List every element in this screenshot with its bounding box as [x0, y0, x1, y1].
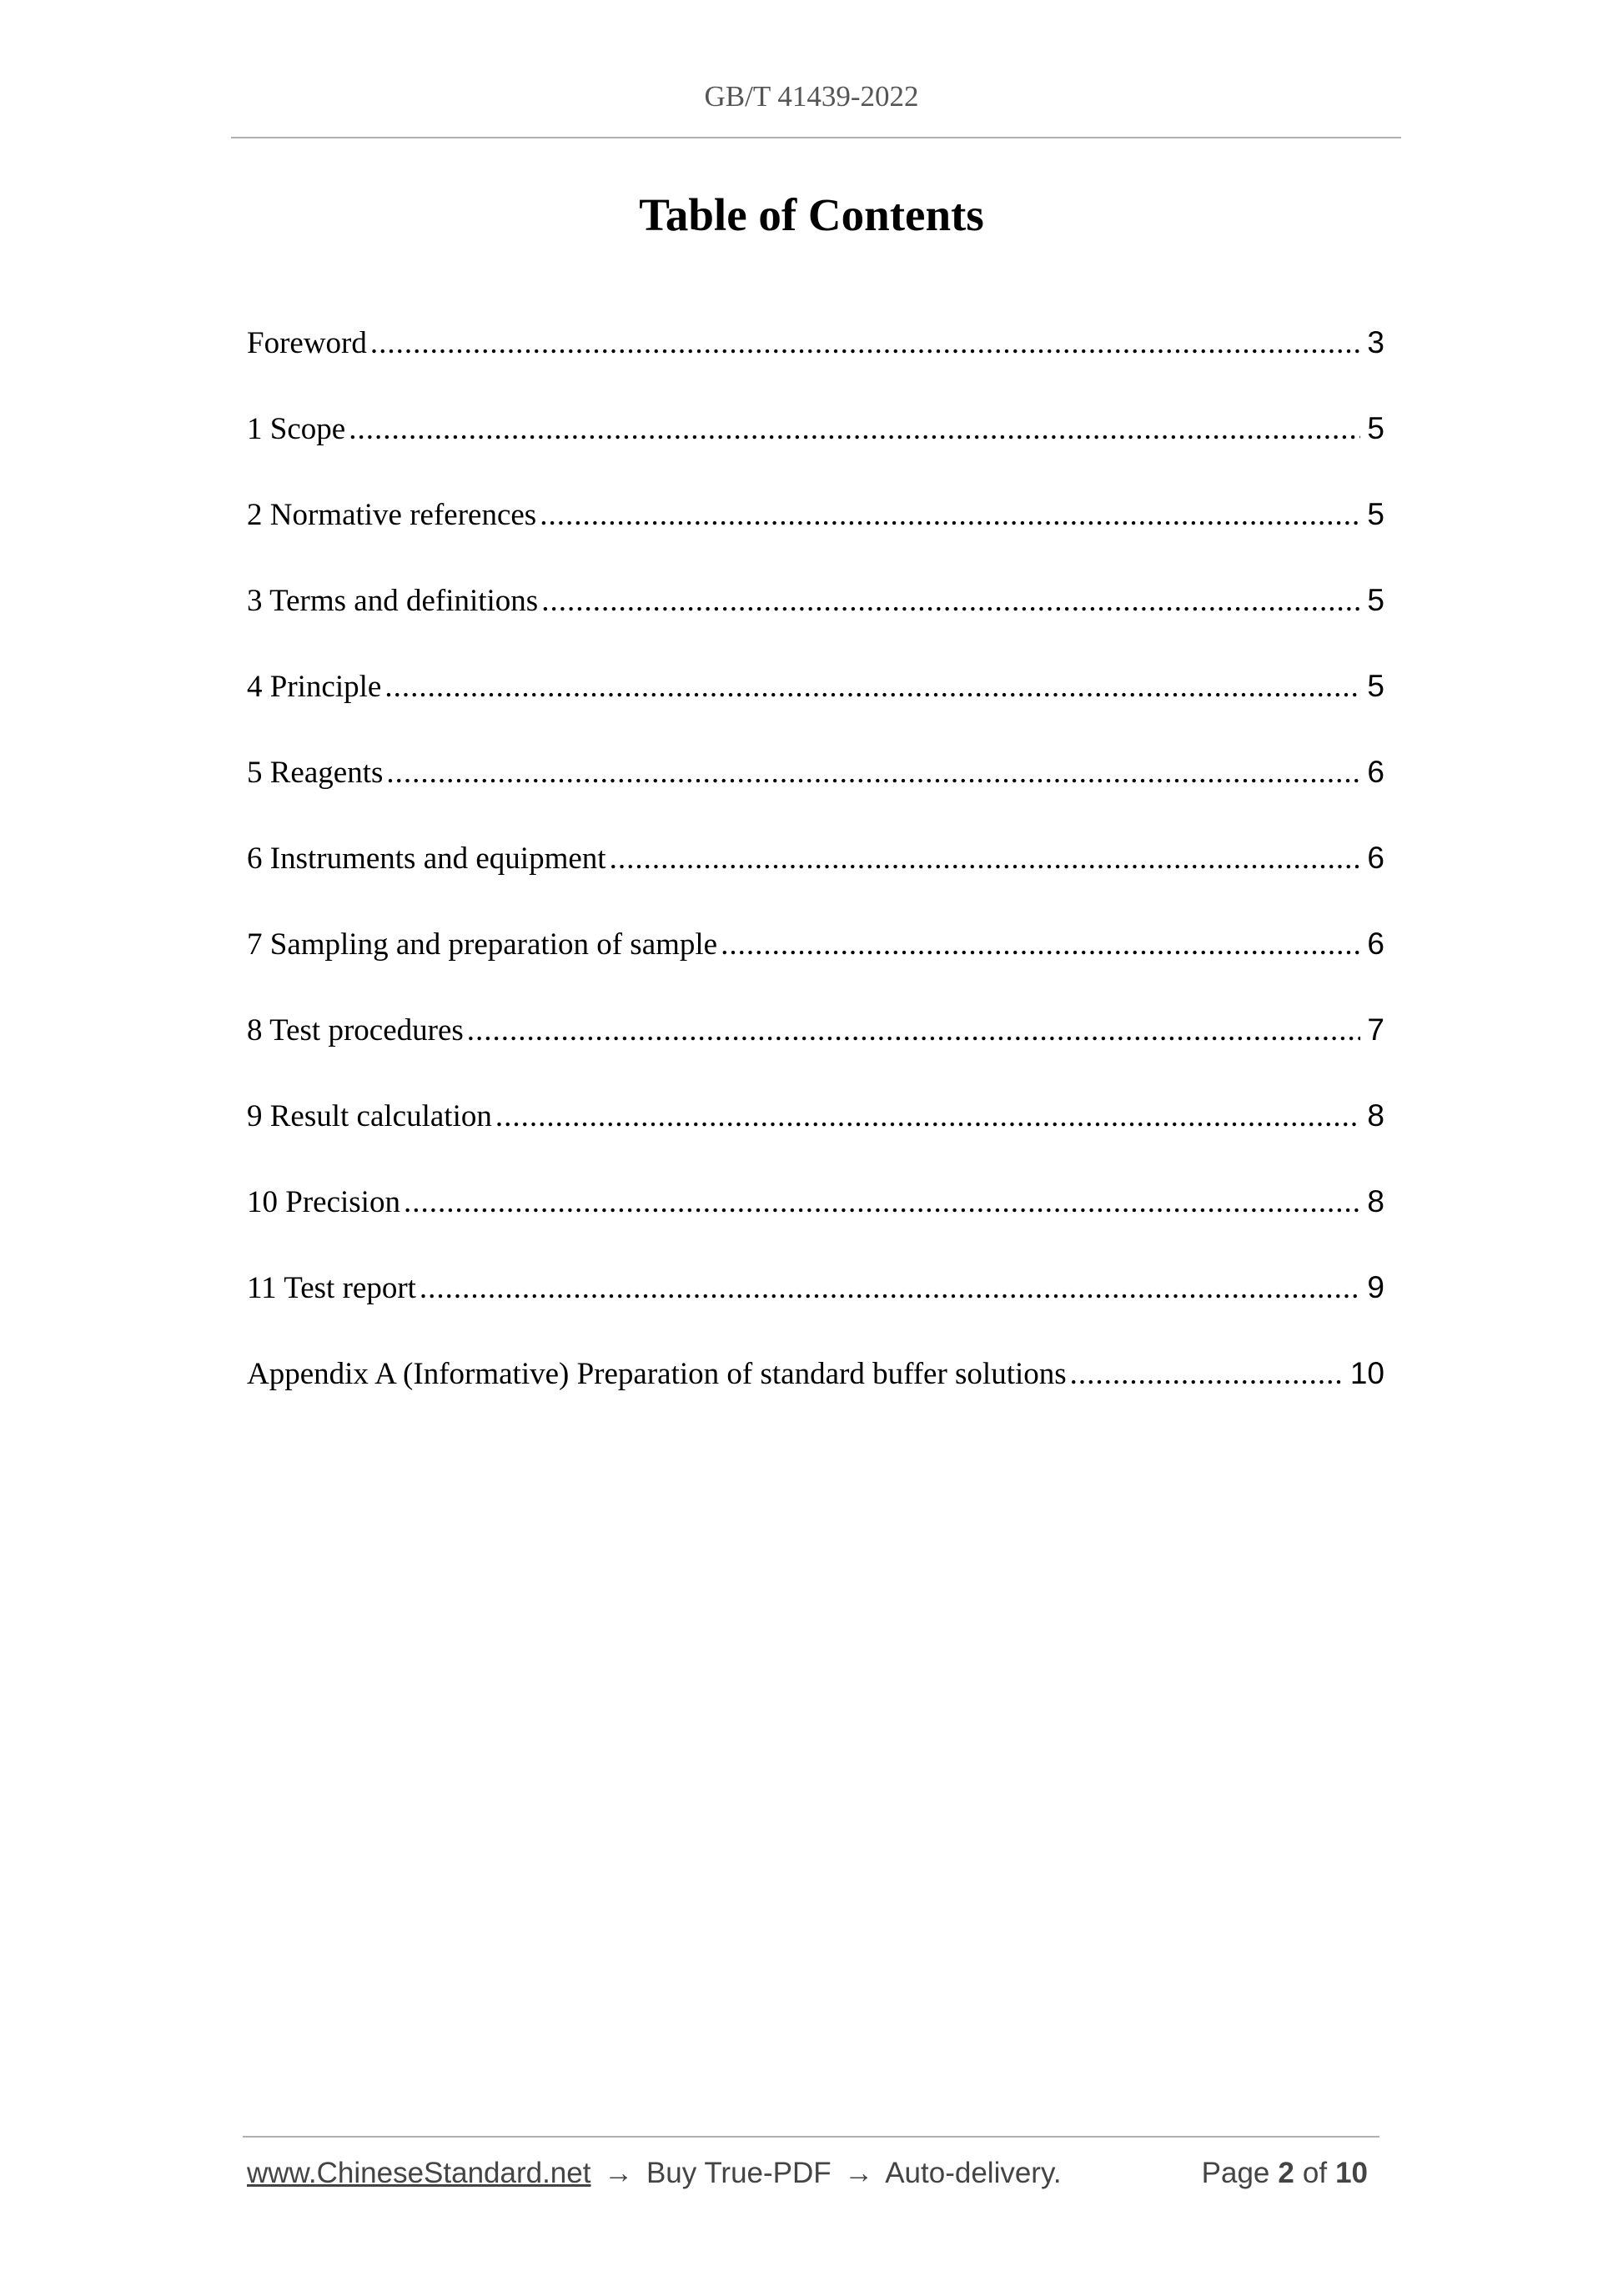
toc-entry-sampling-and-preparation[interactable] [247, 927, 1384, 1012]
toc-entry-scope[interactable] [247, 411, 1384, 497]
toc-leader-dots [541, 583, 1360, 619]
toc-entry-label: 6 Instruments and equipment [247, 842, 606, 876]
total-pages-number: 10 [1335, 2157, 1368, 2189]
toc-entry-label: 1 Scope [247, 412, 346, 446]
toc-entry-page: 6 [1367, 841, 1384, 875]
toc-leader-dots [540, 497, 1360, 533]
footer-promo [247, 2157, 1062, 2190]
toc-entry-page: 7 [1367, 1012, 1384, 1047]
of-word: of [1302, 2157, 1328, 2189]
toc-leader-dots [370, 325, 1361, 361]
toc-entry-label: 4 Principle [247, 670, 382, 704]
toc-entry-appendix-a[interactable] [247, 1356, 1384, 1442]
toc-entry-page: 8 [1367, 1098, 1384, 1133]
table-of-contents [247, 325, 1384, 1442]
buy-true-pdf-text: Buy True-PDF [646, 2157, 832, 2189]
page-word: Page [1201, 2157, 1270, 2189]
toc-leader-dots [467, 1012, 1361, 1048]
toc-leader-dots [384, 669, 1360, 705]
toc-leader-dots [721, 927, 1360, 962]
arrow-right-icon: → [604, 2157, 634, 2189]
page-number-indicator [1202, 2157, 1376, 2190]
toc-entry-page: 9 [1367, 1270, 1384, 1304]
toc-entry-page: 10 [1349, 1356, 1384, 1390]
current-page-number: 2 [1278, 2157, 1294, 2189]
toc-leader-dots [1070, 1356, 1344, 1392]
toc-leader-dots [420, 1270, 1361, 1306]
toc-entry-page: 8 [1367, 1184, 1384, 1218]
toc-leader-dots [495, 1098, 1361, 1134]
document-header-code: GB/T 41439-2022 [704, 80, 919, 113]
toc-entry-label: 5 Reagents [247, 756, 384, 790]
toc-entry-instruments-and-equipment[interactable] [247, 841, 1384, 927]
toc-leader-dots [610, 841, 1361, 877]
toc-entry-label: 9 Result calculation [247, 1099, 492, 1133]
toc-entry-result-calculation[interactable] [247, 1098, 1384, 1184]
arrow-right-icon: → [844, 2157, 874, 2189]
toc-entry-test-procedures[interactable] [247, 1012, 1384, 1098]
toc-entry-page: 5 [1367, 669, 1384, 703]
auto-delivery-text: Auto-delivery. [885, 2157, 1062, 2189]
toc-entry-page: 3 [1367, 325, 1384, 359]
toc-entry-page: 6 [1367, 755, 1384, 789]
toc-entry-precision[interactable] [247, 1184, 1384, 1270]
toc-entry-normative-references[interactable] [247, 497, 1384, 583]
toc-entry-page: 5 [1367, 583, 1384, 617]
footer-divider [243, 2136, 1379, 2138]
toc-entry-label: 8 Test procedures [247, 1013, 464, 1048]
page-title: Table of Contents [639, 189, 984, 240]
toc-entry-label: 3 Terms and definitions [247, 584, 539, 618]
toc-entry-terms-and-definitions[interactable] [247, 583, 1384, 669]
toc-entry-label: 11 Test report [247, 1271, 416, 1305]
toc-entry-label: Appendix A (Informative) Preparation of standard buffer solutions [247, 1357, 1067, 1391]
toc-entry-label: 10 Precision [247, 1185, 400, 1219]
website-link[interactable]: www.ChineseStandard.net [247, 2157, 591, 2189]
header-divider [231, 137, 1401, 138]
toc-leader-dots [404, 1184, 1360, 1220]
toc-entry-reagents[interactable] [247, 755, 1384, 841]
toc-leader-dots [349, 411, 1360, 447]
toc-entry-foreword[interactable] [247, 325, 1384, 411]
toc-entry-label: 2 Normative references [247, 498, 537, 532]
toc-entry-page: 5 [1367, 497, 1384, 531]
toc-entry-label: 7 Sampling and preparation of sample [247, 927, 718, 962]
toc-entry-test-report[interactable] [247, 1270, 1384, 1356]
toc-entry-label: Foreword [247, 326, 367, 360]
page-footer [247, 2157, 1376, 2198]
toc-leader-dots [386, 755, 1360, 791]
toc-entry-page: 6 [1367, 927, 1384, 961]
toc-entry-page: 5 [1367, 411, 1384, 445]
toc-entry-principle[interactable] [247, 669, 1384, 755]
